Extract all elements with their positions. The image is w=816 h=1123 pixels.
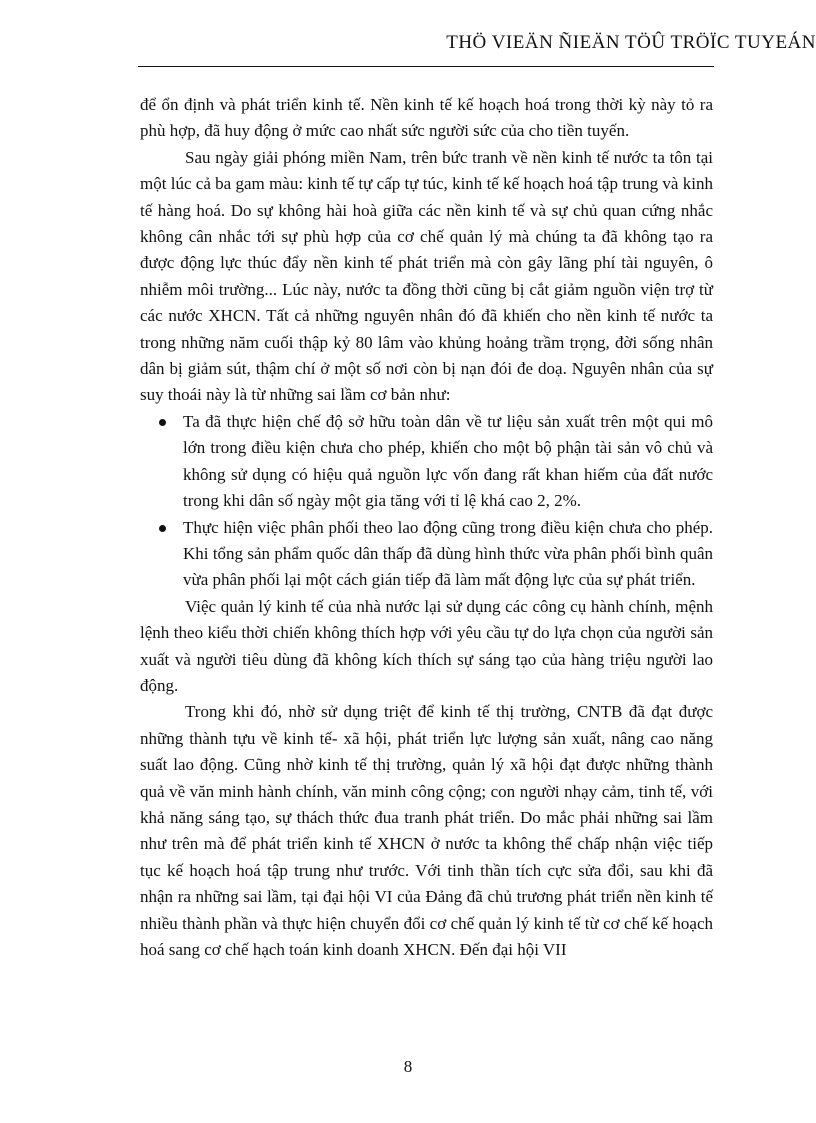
bullet-list (140, 409, 713, 594)
bullet-item-1 (140, 409, 713, 515)
bullet-item-2 (140, 515, 713, 594)
bullet-icon (159, 525, 166, 532)
page-number: 8 (403, 1057, 413, 1076)
bullet-icon (159, 419, 166, 426)
paragraph-2: Sau ngày giải phóng miền Nam, trên bức tranh về nền kinh tế nước ta tôn tại một lúc cả ba gam màu: kinh tế tự cấp tự túc, kinh tế kế hoạch hoá tập trung và kinh tế hàng hoá. Do sự không hài hoà giữa các nền kinh tế và sự chủ quan cứng nhắc không cân nhắc tới sự phù hợp của cơ chế quản lý mà chúng ta đã không tạo ra được động lực thúc đẩy nền kinh tế phát triển mà còn gây lãng phí tài nguyên, ô nhiễm môi trường... Lúc này, nước ta đồng thời cũng bị cắt giảm nguồn viện trợ từ các nước XHCN. Tất cả những nguyên nhân đó đã khiến cho nền kinh tế nước ta trong những năm cuối thập kỷ 80 lâm vào khủng hoảng trầm trọng, đời sống nhân dân bị giảm sút, thậm chí ở một số nơi còn bị nạn đói đe doạ. Nguyên nhân của sự suy thoái này là từ những sai lầm cơ bản như: (140, 147, 713, 405)
bullet-text-2: Thực hiện việc phân phối theo lao động cũng trong điều kiện chưa cho phép. Khi tổng sản phẩm quốc dân thấp đã dùng hình thức vừa phân phối bình quân vừa phân phối lại một cách gián tiếp đã làm mất động lực của sự phát triển. (183, 517, 713, 590)
page-body (140, 92, 713, 963)
paragraph-1: để ổn định và phát triển kinh tế. Nền kinh tế kế hoạch hoá trong thời kỳ này tỏ ra phù hợp, đã huy động ở mức cao nhất sức người sức của cho tiền tuyến. (140, 95, 713, 141)
header-divider (138, 66, 714, 67)
paragraph-3: Việc quản lý kinh tế của nhà nước lại sử dụng các công cụ hành chính, mệnh lệnh theo kiểu thời chiến không thích hợp với yêu cầu tự do lựa chọn của người sản xuất và người tiêu dùng đã không kích thích sự sáng tạo của hàng triệu người lao động. (140, 596, 713, 695)
running-header: THÖ VIEÄN ÑIEÄN TÖÛ TRÖÏC TUYEÁN (446, 32, 816, 53)
bullet-text-1: Ta đã thực hiện chế độ sở hữu toàn dân về tư liệu sản xuất trên một qui mô lớn trong điều kiện chưa cho phép, khiến cho một bộ phận tài sản vô chủ và không sử dụng có hiệu quả nguồn lực vốn đang rất khan hiếm của đất nước trong khi dân số ngày một gia tăng với tỉ lệ khá cao 2, 2%. (183, 411, 713, 511)
paragraph-4: Trong khi đó, nhờ sử dụng triệt để kinh tế thị trường, CNTB đã đạt được những thành tựu về kinh tế- xã hội, phát triển lực lượng sản xuất, nâng cao năng suất lao động. Cũng nhờ kinh tế thị trường, quản lý xã hội đạt được những thành quả về văn minh hành chính, văn minh công cộng; con người nhạy cảm, tinh tế, với khả năng sáng tạo, sự thách thức đua tranh phát triển. Do mắc phải những sai lầm như trên mà để phát triển kinh tế XHCN ở nước ta không thể chấp nhận việc tiếp tục kế hoạch hoá tập trung như trước. Với tinh thần tích cực sửa đổi, sau khi đã nhận ra những sai lầm, tại đại hội VI của Đảng đã chủ trương phát triển nền kinh tế nhiều thành phần và thực hiện chuyển đổi cơ chế quản lý kinh tế từ cơ chế kế hoạch hoá sang cơ chế hạch toán kinh doanh XHCN. Đến đại hội VII (140, 702, 713, 959)
